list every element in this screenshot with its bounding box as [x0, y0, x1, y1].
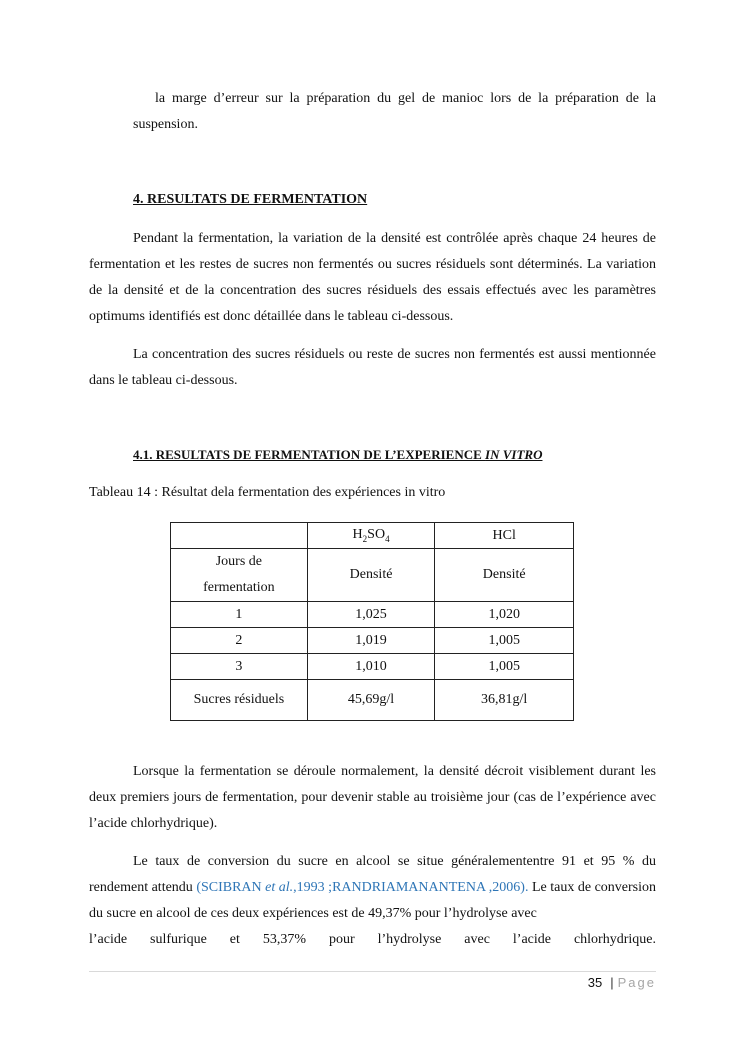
hcl-header: HCl	[435, 523, 574, 549]
page-footer: 35 | Page	[587, 975, 656, 990]
table-row: 2 1,019 1,005	[171, 628, 574, 654]
section-4-paragraph-2: La concentration des sucres résiduels ou reste de sucres non fermentés est aussi mentionnée dans le tableau ci-dessous.	[89, 347, 656, 388]
intro-line-1: la marge d’erreur sur la préparation du gel de manioc lors de la préparation de la	[155, 91, 656, 106]
section-4-paragraph-1: Pendant la fermentation, la variation de la densité est contrôlée après chaque 24 heures de fermentation et les restes de sucres non fermentés ou sucres résiduels sont déterminés. La variation de la densité et de la concentration des sucres résiduels des essais effectués avec les paramètres optimums identifiés est donc détaillée dans le tableau ci-dessous.	[89, 231, 656, 324]
intro-line-2: suspension.	[133, 117, 198, 132]
page-number: 35	[587, 975, 603, 990]
paragraph-4-last-line: l’acide sulfurique et 53,37% pour l’hydrolyse avec l’acide chlorhydrique.	[89, 932, 656, 947]
h2so4-header: $H_2SO_4$	[307, 523, 435, 549]
density-header-h2so4: Densité	[307, 549, 435, 602]
table-row: 3 1,010 1,005	[171, 654, 574, 680]
table-row: 1 1,025 1,020	[171, 602, 574, 628]
footer-divider	[89, 971, 656, 972]
residual-sugars-row: Sucres résiduels 45,69g/l 36,81g/l	[171, 680, 574, 721]
density-header-hcl: Densité	[435, 549, 574, 602]
paragraph-3: Lorsque la fermentation se déroule normalement, la densité décroit visiblement durant les deux premiers jours de fermentation, pour devenir stable au troisième jour (cas de l’expérience avec l’acide chlorhydrique).	[89, 764, 656, 831]
page-label: Page	[617, 975, 656, 990]
table-header-row	[171, 523, 574, 549]
days-header: Jours de fermentation	[171, 549, 308, 602]
table-subheader-row	[171, 549, 574, 602]
citation: (SCIBRAN et al.,1993 ;RANDRIAMANANTENA ,2006).	[196, 880, 529, 895]
paragraph-4: Le taux de conversion du sucre en alcool se situe généralemententre 91 et 95 % du rendement attendu (SCIBRAN et al.,1993 ;RANDRIAMANANTENA ,2006). Le taux de conversion du sucre en alcool de ces deux expériences est de 49,37% pour l’hydrolyse avec l’acide sulfurique et 53,37% pour l’hydrolyse avec l’acide chlorhydrique.	[89, 849, 656, 953]
table-caption: Tableau 14 : Résultat dela fermentation des expériences in vitro	[89, 485, 446, 500]
intro-paragraph	[133, 86, 656, 138]
section-4-1-heading: 4.1. RESULTATS DE FERMENTATION DE L’EXPERIENCE IN VITRO	[133, 447, 543, 462]
fermentation-results-table	[170, 522, 574, 721]
table-empty-header-cell	[171, 523, 308, 549]
section-4-heading: 4. RESULTATS DE FERMENTATION	[133, 192, 368, 207]
